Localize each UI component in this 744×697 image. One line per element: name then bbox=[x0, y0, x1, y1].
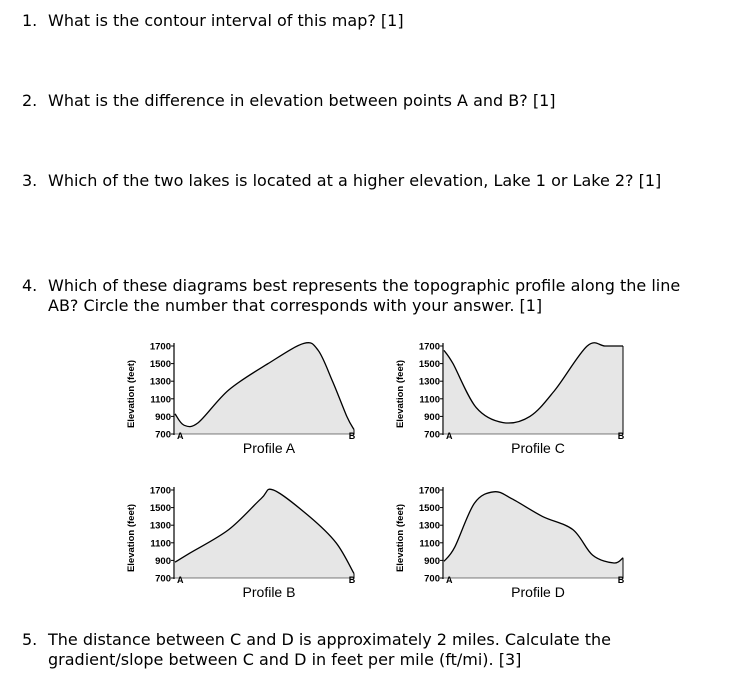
profile-area bbox=[175, 343, 354, 434]
question-4-line-2: AB? Circle the number that corresponds with your answer. [1] bbox=[48, 296, 543, 315]
profile-a-diagram[interactable] bbox=[118, 336, 368, 461]
point-b-label: B bbox=[617, 431, 625, 441]
profile-area bbox=[444, 343, 623, 434]
tick-label: 1700 bbox=[418, 485, 440, 497]
question-3 bbox=[22, 171, 722, 191]
point-a-label: A bbox=[446, 575, 453, 585]
tick-label: 1500 bbox=[149, 359, 171, 371]
profile-svg bbox=[387, 480, 637, 605]
tick-label: 700 bbox=[155, 573, 171, 585]
tick-label: 1300 bbox=[149, 520, 171, 532]
point-a-label: A bbox=[177, 431, 184, 441]
tick-label: 1500 bbox=[149, 503, 171, 515]
question-2-number: 2. bbox=[22, 91, 38, 110]
tick-label: 1700 bbox=[418, 341, 440, 353]
question-4 bbox=[22, 276, 722, 316]
question-5-line-1: The distance between C and D is approximately 2 miles. Calculate the bbox=[48, 630, 611, 649]
tick-label: 900 bbox=[424, 555, 440, 567]
tick-label: 1300 bbox=[418, 520, 440, 532]
tick-label: 1100 bbox=[150, 538, 171, 550]
tick-label: 700 bbox=[424, 573, 440, 585]
tick-label: 1500 bbox=[418, 359, 440, 371]
tick-label: 1100 bbox=[419, 538, 440, 550]
point-b-label: B bbox=[348, 575, 356, 585]
profile-title: Profile A bbox=[242, 440, 296, 456]
tick-label: 1300 bbox=[418, 376, 440, 388]
question-5-number: 5. bbox=[22, 630, 38, 649]
profile-c-diagram[interactable] bbox=[387, 336, 637, 461]
tick-label: 700 bbox=[424, 429, 440, 441]
y-axis-label: Elevation (feet) bbox=[126, 503, 137, 573]
profile-area bbox=[444, 492, 623, 578]
question-5 bbox=[22, 630, 722, 670]
point-b-label: B bbox=[348, 431, 356, 441]
question-2-text: What is the difference in elevation between points A and B? [1] bbox=[48, 91, 556, 110]
profile-title: Profile D bbox=[511, 584, 565, 600]
tick-label: 1100 bbox=[150, 394, 171, 406]
profile-svg bbox=[118, 480, 368, 605]
tick-label: 1700 bbox=[149, 341, 171, 353]
question-4-line-1: Which of these diagrams best represents the topographic profile along the line bbox=[48, 276, 681, 295]
profile-title: Profile B bbox=[242, 584, 296, 600]
question-1 bbox=[22, 11, 722, 31]
question-4-number: 4. bbox=[22, 276, 38, 295]
question-2 bbox=[22, 91, 722, 111]
tick-label: 1300 bbox=[149, 376, 171, 388]
tick-label: 1100 bbox=[419, 394, 440, 406]
profile-b-diagram[interactable] bbox=[118, 480, 368, 605]
y-axis-label: Elevation (feet) bbox=[395, 503, 406, 573]
question-5-line-2: gradient/slope between C and D in feet per mile (ft/mi). [3] bbox=[48, 650, 522, 669]
question-1-text: What is the contour interval of this map? [1] bbox=[48, 11, 404, 30]
tick-label: 1500 bbox=[418, 503, 440, 515]
point-a-label: A bbox=[177, 575, 184, 585]
question-3-number: 3. bbox=[22, 171, 38, 190]
point-a-label: A bbox=[446, 431, 453, 441]
tick-label: 1700 bbox=[149, 485, 171, 497]
profile-svg bbox=[387, 336, 637, 461]
profile-d-diagram[interactable] bbox=[387, 480, 637, 605]
y-axis-label: Elevation (feet) bbox=[126, 359, 137, 429]
tick-label: 900 bbox=[155, 411, 171, 423]
tick-label: 700 bbox=[155, 429, 171, 441]
point-b-label: B bbox=[617, 575, 625, 585]
y-axis-label: Elevation (feet) bbox=[395, 359, 406, 429]
question-1-number: 1. bbox=[22, 11, 38, 30]
question-3-text: Which of the two lakes is located at a higher elevation, Lake 1 or Lake 2? [1] bbox=[48, 171, 662, 190]
tick-label: 900 bbox=[155, 555, 171, 567]
profile-svg bbox=[118, 336, 368, 461]
tick-label: 900 bbox=[424, 411, 440, 423]
profile-title: Profile C bbox=[511, 440, 565, 456]
